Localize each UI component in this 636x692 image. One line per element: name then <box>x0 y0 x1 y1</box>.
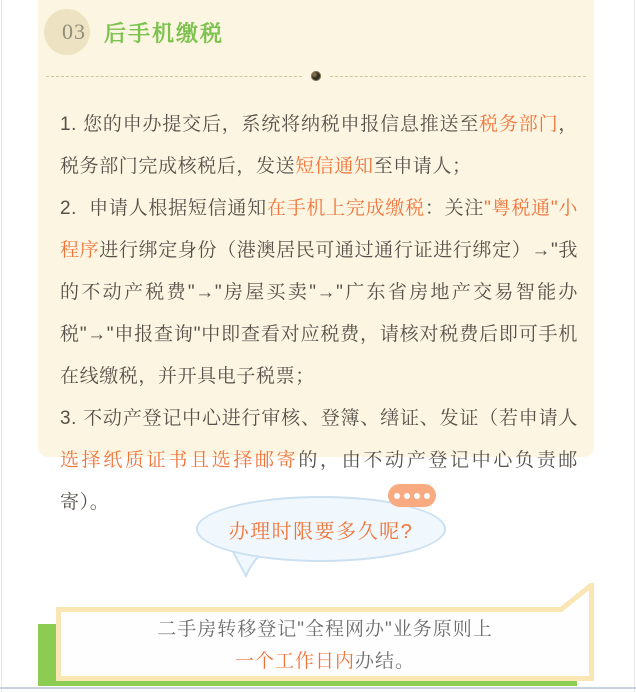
typing-dots-icon <box>388 484 436 507</box>
section-number: 03 <box>62 19 86 44</box>
bean-icon <box>311 71 321 81</box>
highlight-text: 税务部门 <box>479 114 559 135</box>
text-segment: ：关注 <box>424 198 485 219</box>
page-border <box>1 0 2 692</box>
highlight-text: 一个工作日内 <box>234 651 355 672</box>
answer-line-1 <box>56 614 594 646</box>
highlight-text: 在手机上完成缴税 <box>266 198 425 219</box>
steps-text <box>60 104 578 524</box>
typing-dots <box>394 493 430 499</box>
step-paragraph-2 <box>60 188 578 398</box>
answer-line-2 <box>56 646 594 678</box>
text-segment: 至申请人； <box>373 156 472 177</box>
highlight-text: 短信通知 <box>295 156 374 177</box>
dotted-divider <box>46 71 586 81</box>
typing-dot <box>424 493 430 499</box>
text-segment: 1. 您的申办提交后，系统将纳税申报信息推送至 <box>60 114 480 135</box>
typing-dot <box>394 493 400 499</box>
highlight-text: "粤税通"小程序 <box>60 198 578 261</box>
typing-dot <box>404 493 410 499</box>
answer-text <box>56 614 594 678</box>
typing-dot <box>414 493 420 499</box>
text-segment: 二手房转移登记"全程网办"业务原则上 <box>157 619 493 640</box>
text-segment: 的，由不动产登记中心负责邮寄）。 <box>60 450 578 513</box>
page-border <box>634 0 635 692</box>
section-number-badge <box>44 9 90 55</box>
text-segment: ，税务部门完成核税后，发送 <box>60 114 578 177</box>
highlight-text: 选择纸质证书且选择邮寄 <box>60 450 299 471</box>
question-text: 办理时限要多久呢? <box>228 520 414 543</box>
step-paragraph-1 <box>60 104 578 188</box>
answer-box <box>56 583 594 681</box>
text-segment: 办结。 <box>355 651 416 672</box>
divider-dash <box>46 76 302 77</box>
divider-dash <box>330 76 586 77</box>
section-header <box>44 9 224 55</box>
text-segment: 进行绑定身份（港澳居民可通过通行证进行绑定）→"我的不动产税费"→"房屋买卖"→"广东省房地产交易智能办税"→"申报查询"中即查看对应税费，请核对税费后即可手机在线缴税，并开具电子税票； <box>60 240 579 387</box>
text-segment: 2. 申请人根据短信通知 <box>60 198 267 219</box>
section-bottom-divider <box>0 687 636 689</box>
section-card <box>38 0 594 513</box>
section-title: 后手机缴税 <box>104 20 225 46</box>
text-segment: 3. 不动产登记中心进行审核、登簿、缮证、发证（若申请人 <box>60 408 578 429</box>
